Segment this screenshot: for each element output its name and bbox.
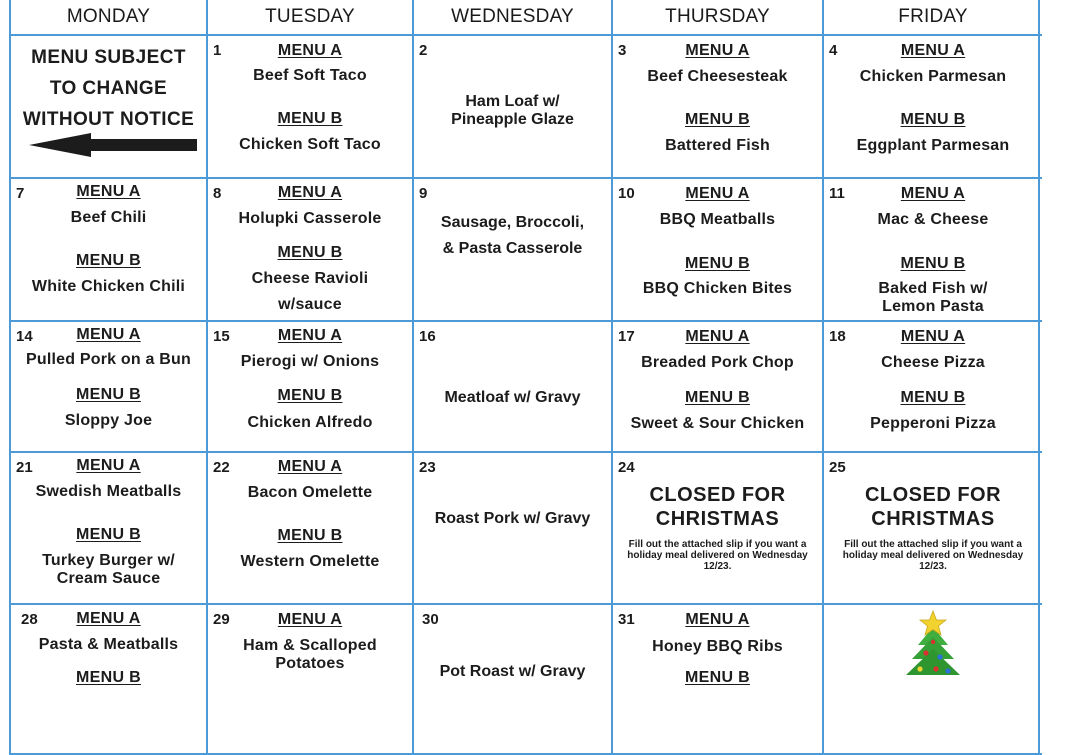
christmas-tree-icon	[900, 609, 966, 679]
day-number: 29	[213, 611, 230, 628]
day-cell-17	[613, 322, 824, 453]
closed-line: CHRISTMAS	[655, 508, 780, 530]
menu-b-label: MENU B	[277, 387, 343, 404]
day-number: 28	[21, 611, 38, 628]
single-dish: Pot Roast w/ Gravy	[439, 663, 586, 680]
menu-b-dish-line2: Cream Sauce	[56, 570, 161, 587]
menu-b-label: MENU B	[900, 389, 966, 406]
single-dish: Sausage, Broccoli,	[440, 214, 585, 231]
menu-a-label: MENU A	[277, 42, 343, 59]
closed-line: CLOSED FOR	[864, 484, 1002, 506]
menu-b-dish: Sweet & Sour Chicken	[630, 415, 805, 432]
menu-b-label: MENU B	[685, 255, 750, 272]
day-number: 21	[16, 459, 33, 476]
menu-a-label: MENU A	[76, 457, 141, 474]
single-dish-line2: & Pasta Casserole	[442, 240, 583, 257]
day-cell-3	[613, 36, 824, 179]
menu-b-label: MENU B	[685, 389, 750, 406]
menu-b-dish-line2: Lemon Pasta	[882, 298, 984, 315]
day-number: 1	[213, 42, 222, 59]
day-number: 31	[618, 611, 635, 628]
day-number: 22	[213, 459, 230, 476]
menu-calendar	[9, 0, 1040, 686]
menu-b-label: MENU B	[277, 244, 343, 261]
menu-a-label: MENU A	[685, 611, 750, 628]
menu-b-dish: Baked Fish w/	[878, 280, 988, 297]
menu-a-dish: Holupki Casserole	[238, 210, 382, 227]
day-number: 7	[16, 185, 25, 202]
day-number: 9	[419, 185, 428, 202]
day-cell-29	[208, 605, 414, 755]
day-number: 2	[419, 42, 428, 59]
day-number: 23	[419, 459, 436, 476]
day-cell-2	[414, 36, 613, 179]
menu-a-label: MENU A	[900, 328, 966, 345]
menu-b-dish: Turkey Burger w/	[42, 552, 175, 569]
menu-a-label: MENU A	[685, 185, 750, 202]
menu-a-dish: Chicken Parmesan	[859, 68, 1007, 85]
menu-a-label: MENU A	[900, 42, 966, 59]
menu-a-dish: Swedish Meatballs	[35, 483, 182, 500]
menu-b-label: MENU B	[277, 527, 343, 544]
menu-b-label: MENU B	[685, 669, 750, 686]
single-dish: Ham Loaf w/	[465, 93, 560, 110]
menu-a-dish: Breaded Pork Chop	[641, 354, 794, 371]
day-number: 18	[829, 328, 846, 345]
menu-b-dish: White Chicken Chili	[31, 278, 186, 295]
header-thursday: THURSDAY	[613, 0, 824, 36]
menu-b-label: MENU B	[685, 111, 750, 128]
closed-line: CLOSED FOR	[649, 484, 786, 506]
day-cell-14	[11, 322, 208, 453]
menu-b-label: MENU B	[76, 252, 141, 269]
menu-b-dish-line2: w/sauce	[278, 296, 342, 313]
header-wednesday: WEDNESDAY	[414, 0, 613, 36]
day-number: 10	[618, 185, 635, 202]
menu-a-label: MENU A	[685, 42, 750, 59]
day-cell-21	[11, 453, 208, 605]
menu-a-label: MENU A	[76, 610, 141, 627]
menu-a-dish: Beef Soft Taco	[253, 67, 367, 84]
menu-b-label: MENU B	[76, 526, 141, 543]
day-number: 15	[213, 328, 230, 345]
menu-a-label: MENU A	[277, 611, 343, 628]
day-cell-7	[11, 179, 208, 322]
menu-b-label: MENU B	[277, 110, 343, 127]
menu-a-label: MENU A	[277, 184, 343, 201]
menu-b-label: MENU B	[900, 111, 966, 128]
menu-b-dish: Battered Fish	[665, 137, 770, 154]
day-cell-1	[208, 36, 414, 179]
day-number: 30	[422, 611, 439, 628]
day-cell-16	[414, 322, 613, 453]
menu-b-dish: BBQ Chicken Bites	[642, 280, 793, 297]
day-cell-31	[613, 605, 824, 755]
single-dish-line2: Pineapple Glaze	[451, 111, 574, 128]
menu-b-label: MENU B	[900, 255, 966, 272]
day-number: 3	[618, 42, 627, 59]
menu-b-dish: Western Omelette	[240, 553, 380, 570]
day-cell-18	[824, 322, 1042, 453]
menu-a-dish: Pierogi w/ Onions	[240, 353, 380, 370]
menu-a-dish: Cheese Pizza	[881, 354, 985, 371]
day-cell-30	[414, 605, 613, 755]
notice-line: MENU SUBJECT	[31, 47, 186, 68]
menu-b-label: MENU B	[76, 669, 141, 686]
day-cell-15	[208, 322, 414, 453]
menu-a-label: MENU A	[685, 328, 750, 345]
menu-change-notice	[11, 42, 206, 135]
menu-b-dish: Chicken Soft Taco	[239, 136, 381, 153]
closed-notice	[613, 483, 822, 531]
menu-a-label: MENU A	[76, 326, 141, 343]
menu-a-dish: Bacon Omelette	[247, 484, 373, 501]
menu-a-label: MENU A	[277, 327, 343, 344]
day-cell-28	[11, 605, 208, 755]
day-number: 17	[618, 328, 635, 345]
day-number: 25	[829, 459, 846, 476]
day-cell-25	[824, 453, 1042, 605]
single-dish: Roast Pork w/ Gravy	[434, 510, 591, 527]
menu-a-dish: Pulled Pork on a Bun	[26, 351, 191, 368]
menu-a-dish-line2: Potatoes	[275, 655, 345, 672]
menu-a-dish: Pasta & Meatballs	[38, 636, 179, 653]
menu-b-dish: Cheese Ravioli	[251, 270, 369, 287]
day-cell-10	[613, 179, 824, 322]
menu-a-dish: Beef Chili	[70, 209, 147, 226]
day-number: 11	[829, 185, 845, 202]
left-arrow-icon	[29, 132, 197, 158]
day-number: 14	[16, 328, 33, 345]
holiday-slip-note: Fill out the attached slip if you want a holiday meal delivered on Wednesday 12/23.	[627, 539, 808, 572]
menu-a-dish: BBQ Meatballs	[659, 211, 776, 228]
closed-line: CHRISTMAS	[871, 508, 995, 530]
holiday-slip-note: Fill out the attached slip if you want a holiday meal delivered on Wednesday 12/23.	[842, 539, 1024, 572]
menu-a-dish: Ham & Scalloped	[243, 637, 377, 654]
menu-a-dish: Beef Cheesesteak	[647, 68, 788, 85]
calendar-grid	[9, 0, 1040, 755]
menu-a-dish: Honey BBQ Ribs	[652, 638, 783, 655]
day-cell-8	[208, 179, 414, 322]
menu-b-dish: Sloppy Joe	[64, 412, 153, 429]
header-tuesday: TUESDAY	[208, 0, 414, 36]
menu-b-dish: Pepperoni Pizza	[870, 415, 996, 432]
menu-a-label: MENU A	[277, 458, 343, 475]
notice-cell	[11, 36, 208, 179]
day-number: 8	[213, 185, 222, 202]
day-number: 4	[829, 42, 838, 59]
day-cell-11	[824, 179, 1042, 322]
day-number: 16	[419, 328, 436, 345]
notice-line: WITHOUT NOTICE	[22, 109, 195, 130]
menu-a-label: MENU A	[76, 183, 141, 200]
menu-a-dish: Mac & Cheese	[877, 211, 989, 228]
tree-cell	[824, 605, 1042, 755]
menu-b-label: MENU B	[76, 386, 141, 403]
day-cell-24	[613, 453, 824, 605]
menu-a-label: MENU A	[900, 185, 966, 202]
notice-line: TO CHANGE	[49, 78, 168, 99]
day-cell-22	[208, 453, 414, 605]
menu-b-dish: Eggplant Parmesan	[856, 137, 1010, 154]
day-number: 24	[618, 459, 635, 476]
menu-b-dish: Chicken Alfredo	[247, 414, 373, 431]
day-cell-9	[414, 179, 613, 322]
day-cell-23	[414, 453, 613, 605]
single-dish: Meatloaf w/ Gravy	[444, 389, 581, 406]
header-monday: MONDAY	[11, 0, 208, 36]
day-cell-4	[824, 36, 1042, 179]
closed-notice	[824, 483, 1042, 531]
header-friday: FRIDAY	[824, 0, 1042, 36]
